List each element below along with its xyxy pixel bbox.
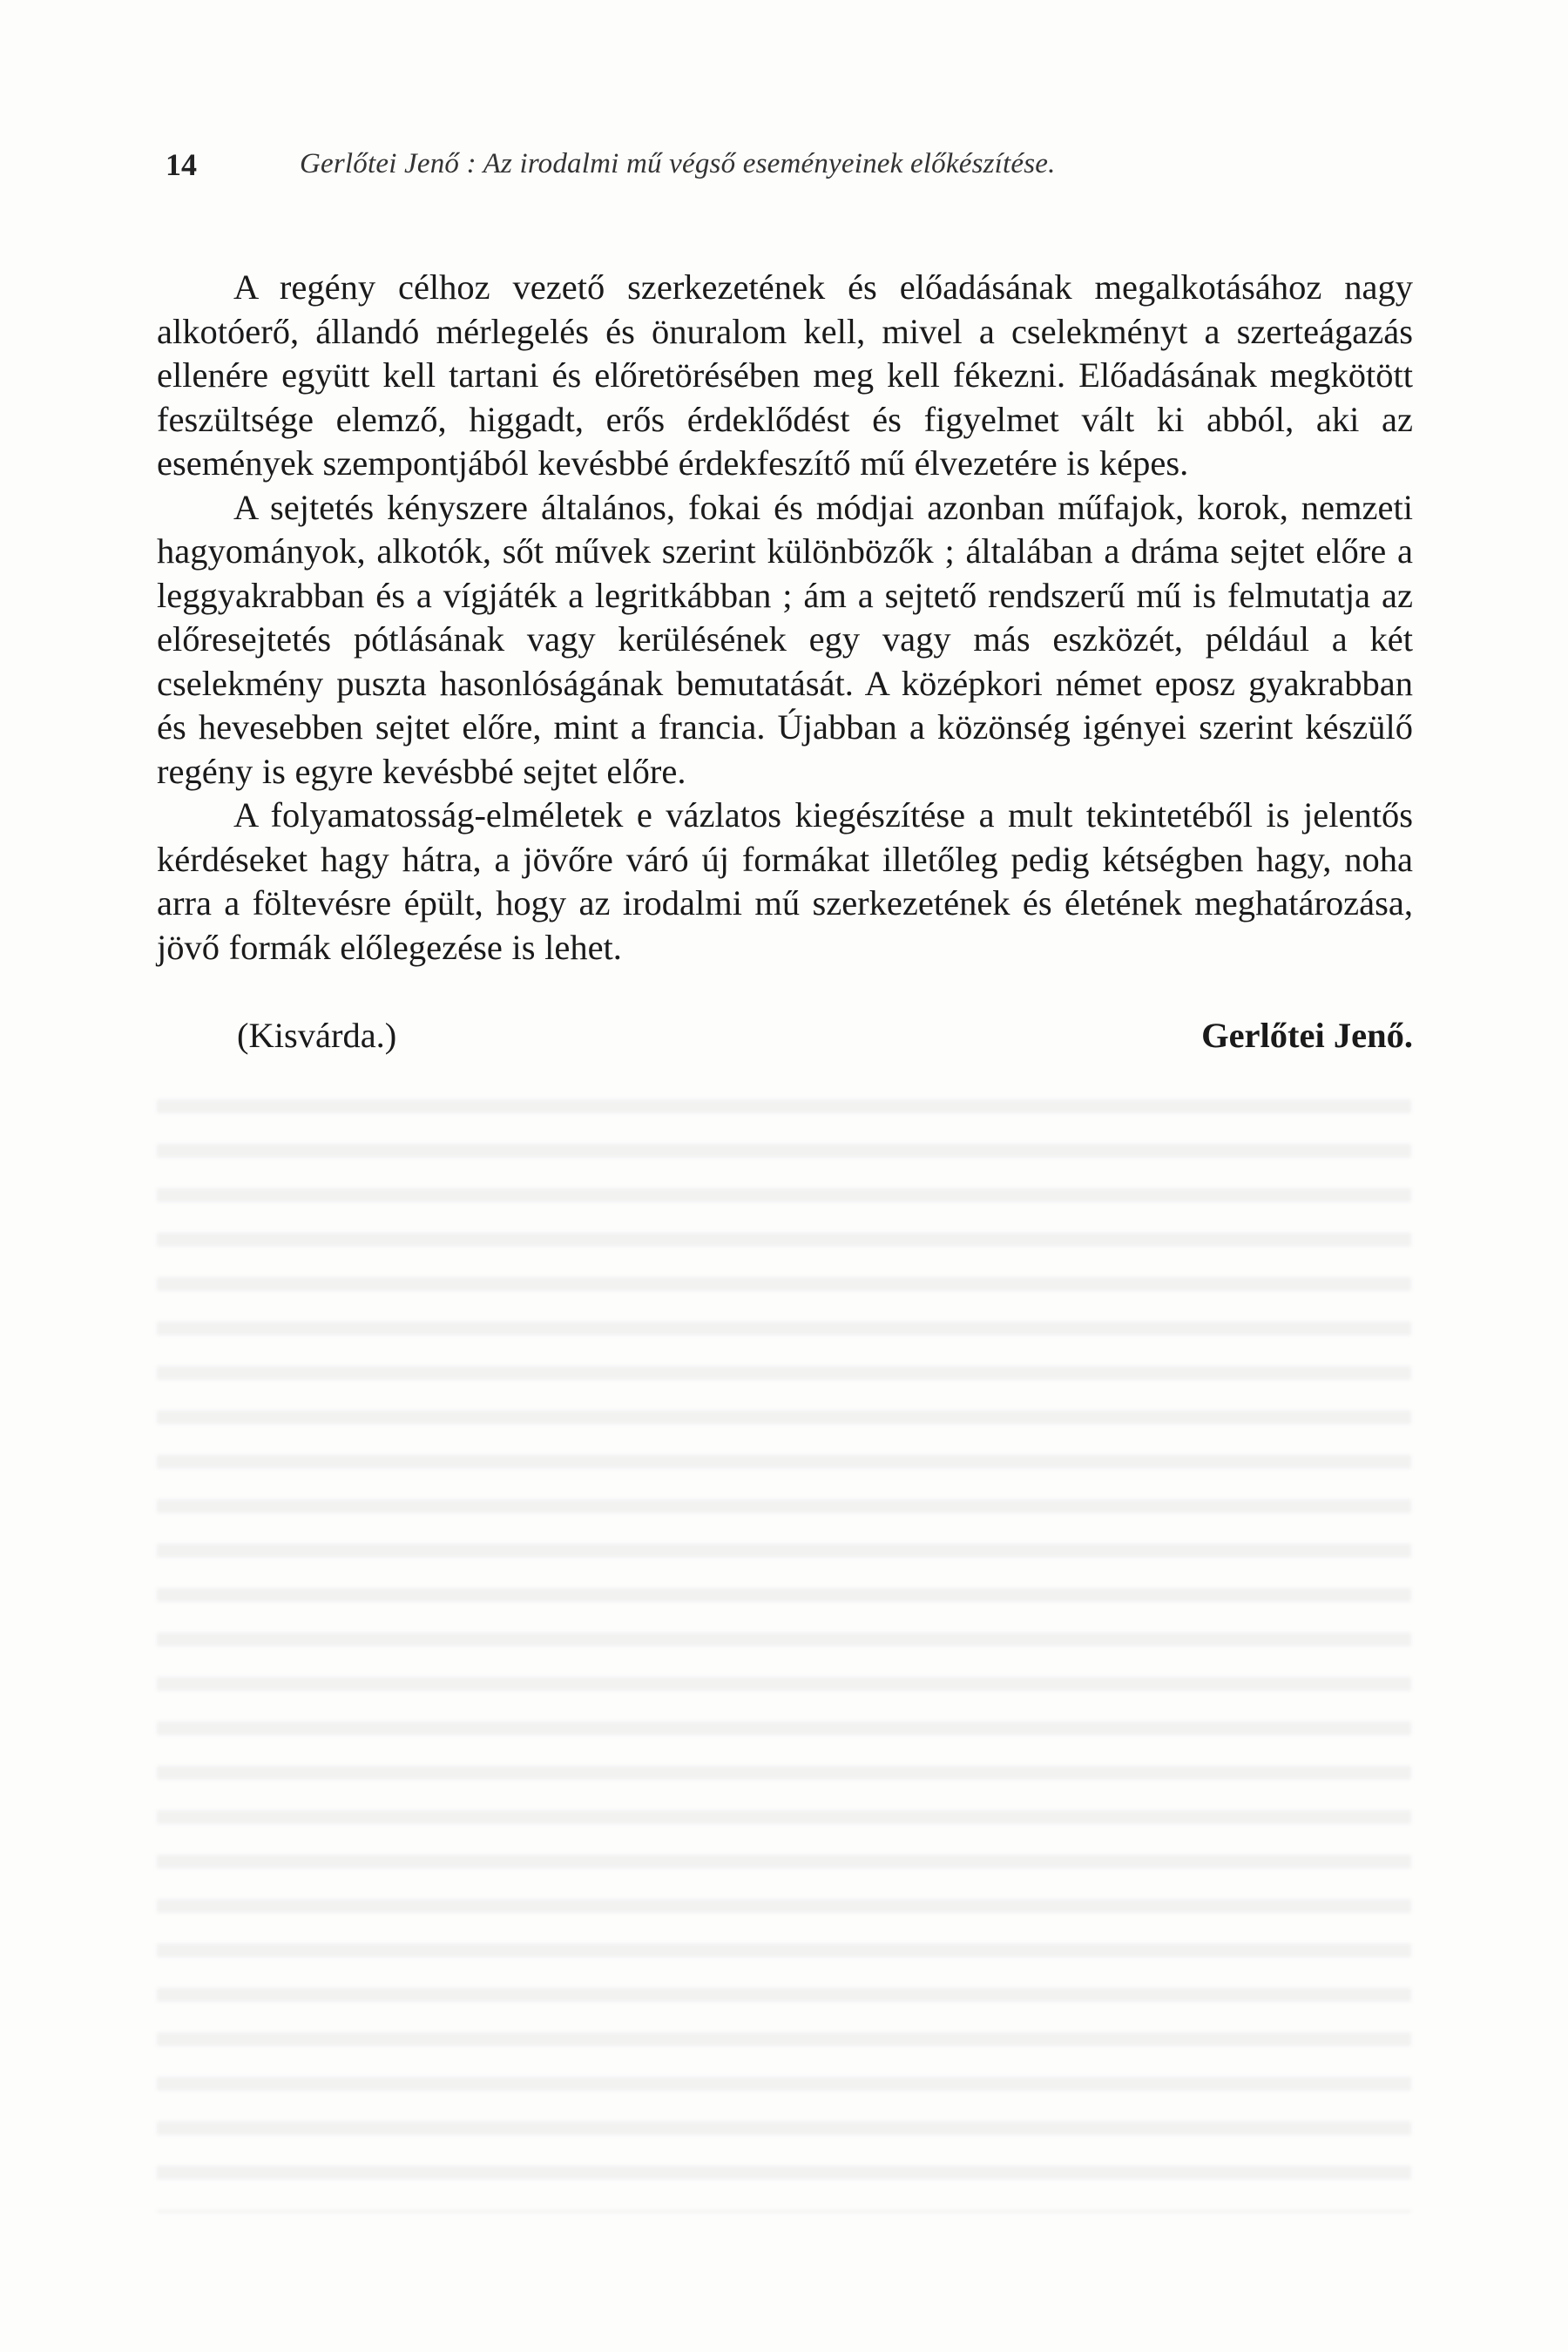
running-head-title: Gerlőtei Jenő : Az irodalmi mű végső eseményeinek előkészítése. [300, 148, 1056, 179]
signoff-place: (Kisvárda.) [237, 1016, 397, 1055]
running-head [166, 146, 1420, 190]
signoff [237, 1015, 1413, 1064]
paragraph: A sejtetés kényszere általános, fokai és módjai azonban műfajok, korok, nemzeti hagyományok, alkotók, sőt művek szerint különbözők ; általában a dráma sejtet előre a leggyakrabban és a vígjáték a legritkábban ; ám a sejtető rendszerű mű is felmutatja az előresejtetés pótlásának vagy kerülésének egy vagy más eszközét, például a két cselekmény puszta hasonlóságának bemutatását. A középkori német eposz gyakrabban és hevesebben sejtet előre, mint a francia. Újabban a közönség igényei szerint készülő regény is egyre kevésbbé sejtet előre. [157, 487, 1413, 791]
signoff-author: Gerlőtei Jenő. [1201, 1016, 1413, 1055]
paragraph: A folyamatosság-elméletek e vázlatos kiegészítése a mult tekintetéből is jelentős kérdéseket hagy hátra, a jövőre váró új formákat illetőleg pedig kétségben hagy, noha arra a föltevésre épült, hogy az irodalmi mű szerkezetének és életének meghatározása, jövő formák előlegezése is lehet. [157, 795, 1413, 967]
body-text [157, 266, 1413, 970]
reverse-side-bleed-through [157, 1080, 1411, 2213]
paragraph: A regény célhoz vezető szerkezetének és előadásának megalkotásához nagy alkotóerő, állandó mérlegelés és önuralom kell, mivel a cselekményt a szerteágazás ellenére együtt kell tartani és előretörésében meg kell fékezni. Előadásának megkötött feszültsége elemző, higgadt, erős érdeklődést és figyelmet vált ki abból, aki az események szempontjából kevésbbé érdekfeszítő mű élvezetére is képes. [157, 267, 1413, 483]
page-number: 14 [166, 147, 197, 182]
